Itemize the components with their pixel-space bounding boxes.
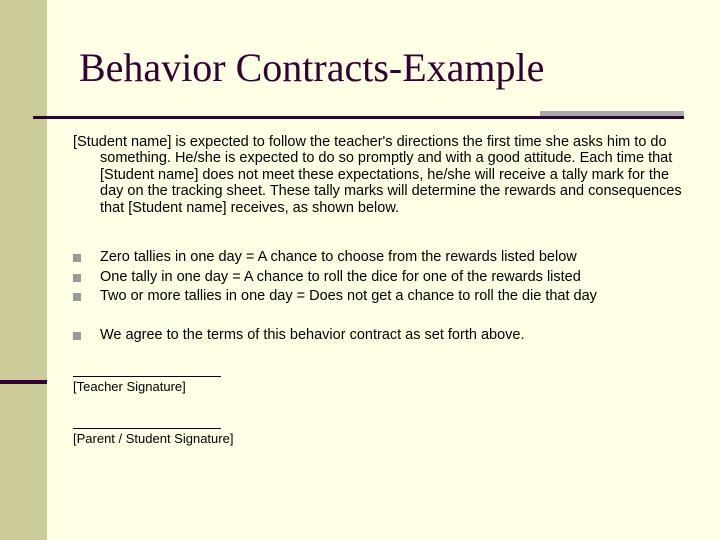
- left-decorative-band: [0, 0, 47, 540]
- square-bullet-icon: [73, 332, 81, 340]
- intro-paragraph: [Student name] is expected to follow the teacher's directions the first time she asks him to do something. He/she is expected to do so promptly and with a good attitude. Each time that [Student name] does not meet these expectations, he/she will receive a tally mark for the day on the tracking sheet. These tally marks will determine the rewards and consequences that [Student name] receives, as shown below.: [73, 134, 682, 216]
- parent-signature-block: [73, 428, 233, 447]
- signature-line: [73, 428, 221, 429]
- list-item: [73, 268, 597, 288]
- teacher-signature-label: [Teacher Signature]: [73, 379, 186, 394]
- list-item: [73, 326, 597, 346]
- list-item-text: We agree to the terms of this behavior contract as set forth above.: [100, 326, 525, 343]
- bullet-list: [73, 248, 597, 345]
- square-bullet-icon: [73, 274, 81, 282]
- signature-line: [73, 376, 221, 377]
- square-bullet-icon: [73, 254, 81, 262]
- square-bullet-icon: [73, 293, 81, 301]
- parent-student-signature-label: [Parent / Student Signature]: [73, 431, 234, 446]
- slide-title: Behavior Contracts-Example: [79, 45, 545, 90]
- teacher-signature-block: [73, 376, 221, 395]
- list-item: [73, 248, 597, 268]
- list-item-text: One tally in one day = A chance to roll the dice for one of the rewards listed: [100, 268, 581, 285]
- left-accent-bar: [0, 380, 47, 384]
- list-item-text: Zero tallies in one day = A chance to choose from the rewards listed below: [100, 249, 577, 265]
- list-item-text: Two or more tallies in one day = Does not get a chance to roll the die that day: [100, 288, 597, 304]
- list-item: [73, 287, 597, 307]
- title-rule: [33, 116, 684, 119]
